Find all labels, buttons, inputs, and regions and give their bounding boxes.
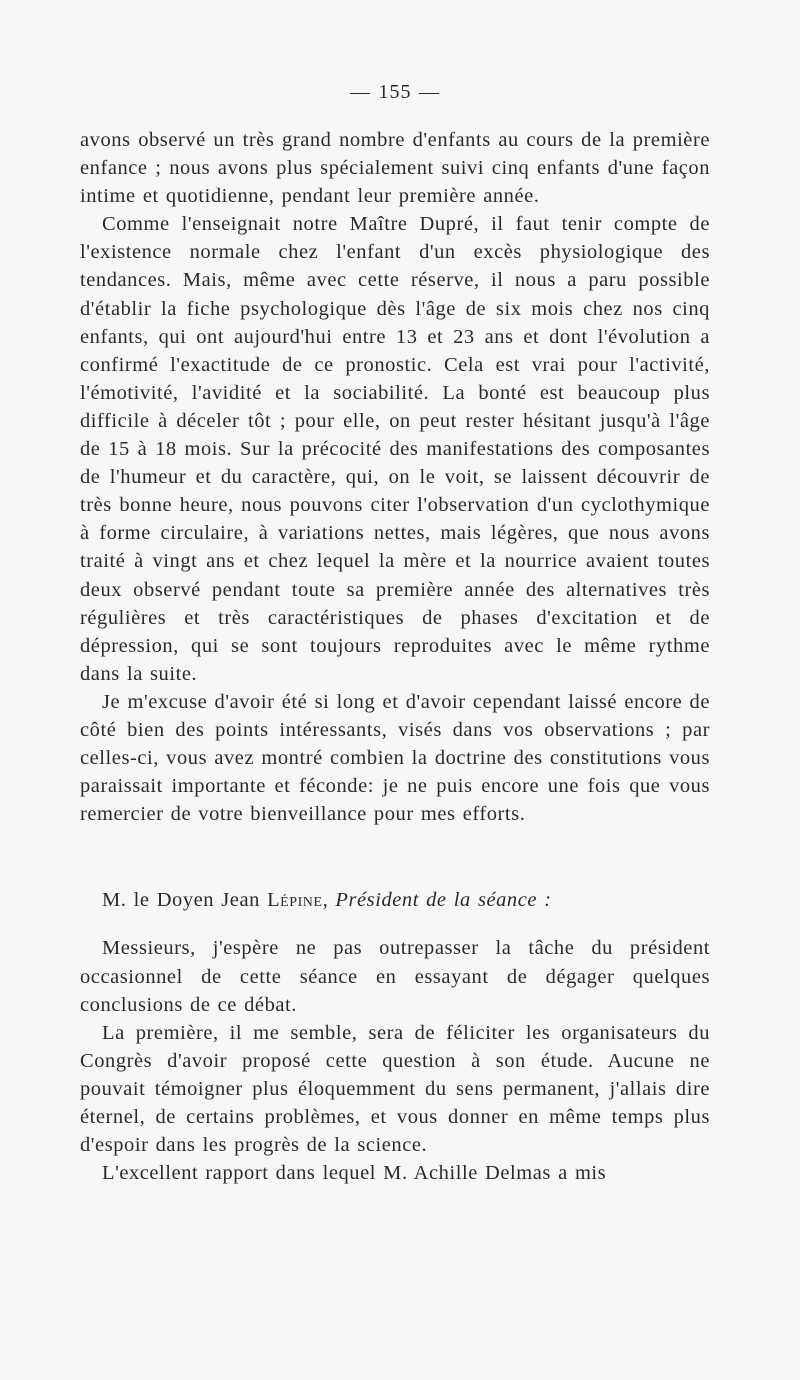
paragraph-premiere: La première, il me semble, sera de féliciter les organisateurs du Congrès d'avoir proposé cette question à son étude. Aucune ne pouvait témoigner plus éloquemment du sens permanent, j'allais dire éternel, de certains problèmes, et vous donner en même temps plus d'espoir dans les progrès de la science. <box>80 1021 710 1157</box>
speaker-heading <box>80 886 710 914</box>
speaker-prefix: M. le Doyen Jean <box>102 889 268 912</box>
paragraph-dupre: Comme l'enseignait notre Maître Dupré, il faut tenir compte de l'existence normale chez l'enfant d'un excès physiologique des tendances. Mais, même avec cette réserve, il nous a paru possible d'établir la fiche psychologique dès l'âge de six mois chez nos cinq enfants, qui ont aujourd'hui entre 13 et 23 ans et dont l'évolution a confirmé l'exactitude de ce pronostic. Cela est vrai pour l'activité, l'émotivité, l'avidité et la sociabilité. La bonté est beaucoup plus difficile à déceler tôt ; pour elle, on peut rester hésitant jusqu'à l'âge de 15 à 18 mois. Sur la précocité des manifestations des composantes de l'humeur et du caractère, qui, on le voit, se laissent découvrir de très bonne heure, nous pouvons citer l'observation d'un cyclothymique à forme circulaire, à variations nettes, mais légères, que nous avons traité à vingt ans et chez lequel la mère et la nourrice avaient toutes deux observé pendant toute sa première année des alternatives très régulières et très caractéristiques de phases d'excitation et de dépression, qui se sont toujours reproduites avec le même rythme dans la suite. <box>80 213 710 685</box>
paragraph-rapport: L'excellent rapport dans lequel M. Achille Delmas a mis <box>102 1162 607 1185</box>
speaker-role: Président de la séance : <box>335 889 552 912</box>
document-page <box>80 78 710 1187</box>
speaker-name: Lépine <box>267 889 323 912</box>
paragraph-messieurs: Messieurs, j'espère ne pas outrepasser la tâche du président occasionnel de cette séance en essayant de dégager quelques conclusions de ce débat. <box>80 937 710 1016</box>
section-gap <box>80 828 710 886</box>
paragraph-continuation: avons observé un très grand nombre d'enfants au cours de la première enfance ; nous avons plus spécialement suivi cinq enfants d'une façon intime et quotidienne, pendant leur première année. <box>80 129 710 208</box>
page-number: — 155 — <box>350 81 440 103</box>
speaker-separator: , <box>322 889 336 912</box>
paragraph-excuse: Je m'excuse d'avoir été si long et d'avoir cependant laissé encore de côté bien des points intéressants, visés dans vos observations ; par celles-ci, vous avez montré combien la doctrine des constitutions vous paraissait importante et féconde: je ne puis encore une fois que vous remercier de votre bienveillance pour mes efforts. <box>80 690 710 826</box>
